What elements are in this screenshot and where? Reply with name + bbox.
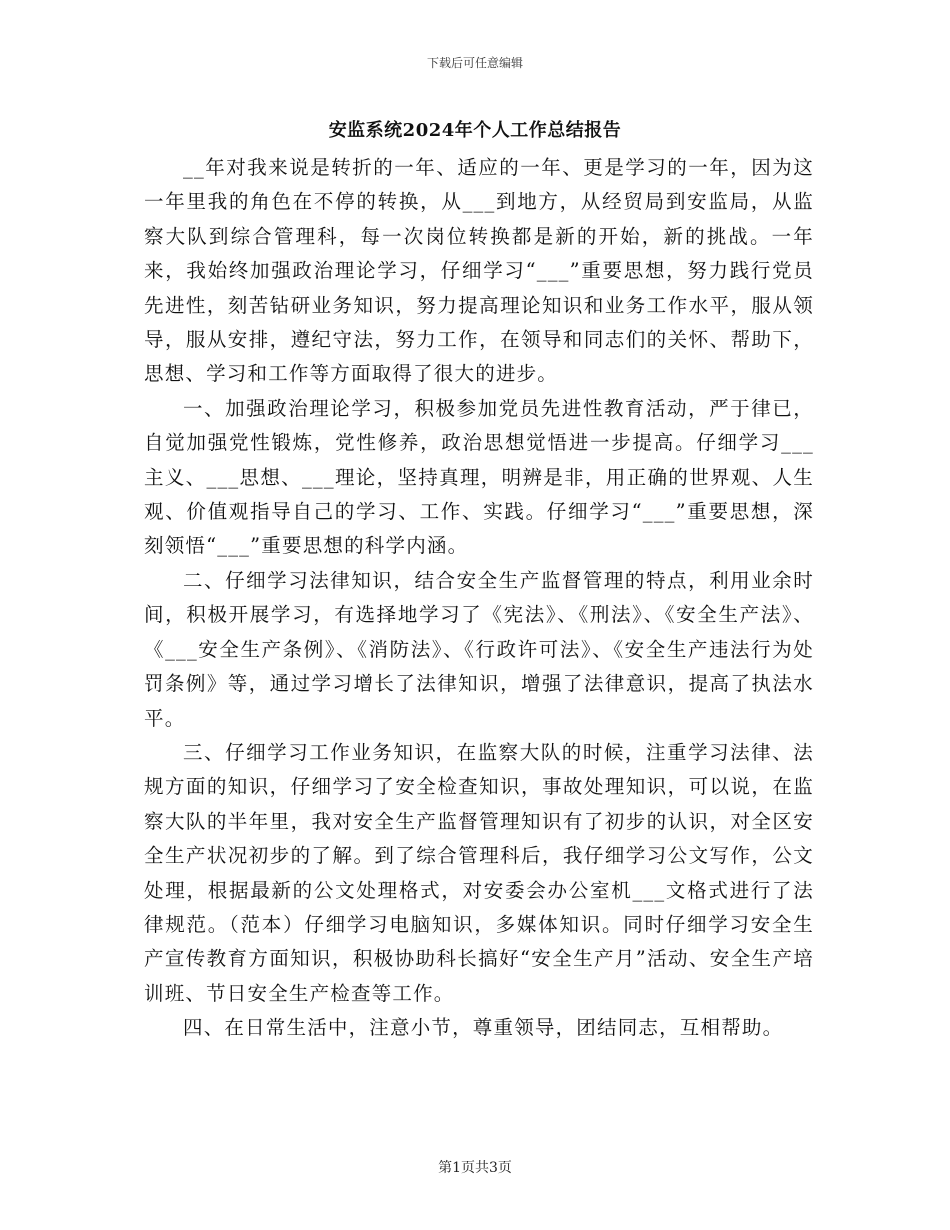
- paragraph-section-2: 二、仔细学习法律知识，结合安全生产监督管理的特点，利用业余时间，积极开展学习，有选择地学习了《宪法》、《刑法》、《安全生产法》、《___安全生产条例》、《消防法》、《行政许可法》、《安全生产违法行为处罚条例》等，通过学习增长了法律知识，增强了法律意识，提高了执法水平。: [144, 568, 814, 730]
- paragraph-section-4: 四、在日常生活中，注意小节，尊重领导，团结同志，互相帮助。: [183, 1016, 784, 1040]
- paragraph-section-1: 一、加强政治理论学习，积极参加党员先进性教育活动，严于律已，自觉加强党性锻炼，党性修养，政治思想觉悟进一步提高。仔细学习___主义、___思想、___理论，坚持真理，明辨是非，用正确的世界观、人生观、价值观指导自己的学习、工作、实践。仔细学习“___”重要思想，深刻领悟“___”重要思想的科学内涵。: [144, 396, 814, 558]
- document-title: 安监系统2024年个人工作总结报告: [328, 120, 622, 141]
- paragraph-intro: __年对我来说是转折的一年、适应的一年、更是学习的一年，因为这一年里我的角色在不停的转换，从___到地方，从经贸局到安监局，从监察大队到综合管理科，每一次岗位转换都是新的开始，新的挑战。一年来，我始终加强政治理论学习，仔细学习“___”重要思想，努力践行党员先进性，刻苦钻研业务知识，努力提高理论知识和业务工作水平，服从领导，服从安排，遵纪守法，努力工作，在领导和同志们的关怀、帮助下，思想、学习和工作等方面取得了很大的进步。: [144, 156, 814, 386]
- paragraph-section-3: 三、仔细学习工作业务知识，在监察大队的时候，注重学习法律、法规方面的知识，仔细学习了安全检查知识，事故处理知识，可以说，在监察大队的半年里，我对安全生产监督管理知识有了初步的认识，对全区安全生产状况初步的了解。到了综合管理科后，我仔细学习公文写作，公文处理，根据最新的公文处理格式，对安委会办公室机___文格式进行了法律规范。（范本）仔细学习电脑知识，多媒体知识。同时仔细学习安全生产宣传教育方面知识，积极协助科长搞好“安全生产月”活动、安全生产培训班、节日安全生产检查等工作。: [144, 740, 814, 1005]
- page-indicator: 第1页共3页: [438, 1160, 512, 1176]
- document-body: [144, 151, 814, 1046]
- header-note: 下载后可任意编辑: [426, 56, 523, 70]
